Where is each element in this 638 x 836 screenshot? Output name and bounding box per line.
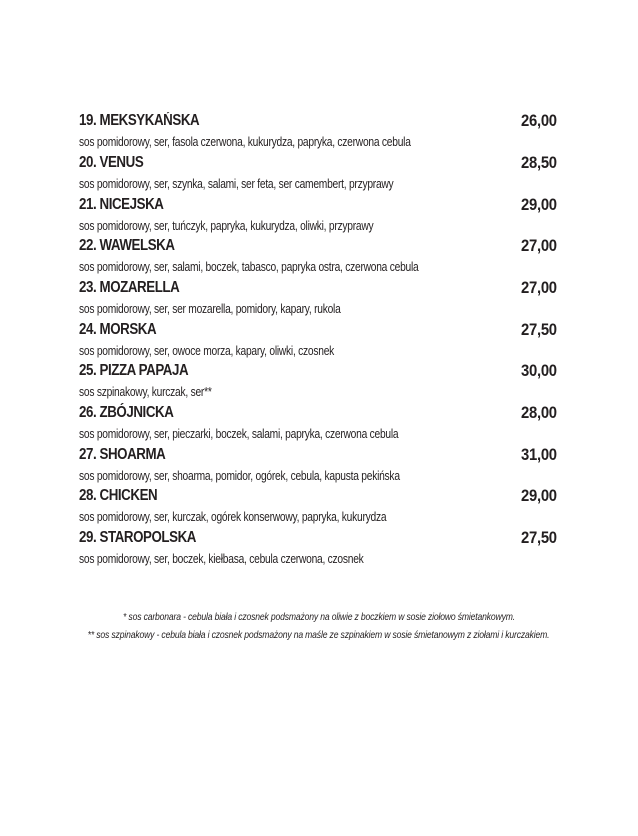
footnotes	[0, 608, 638, 644]
menu-item-name: 26. ZBÓJNICKA	[79, 404, 174, 421]
menu-item-price: 31,00	[521, 446, 557, 464]
footnote-carbonara-text: * sos carbonara - cebula biała i czosnek podsmażony na oliwie z boczkiem w sosie ziołowo śmietankowym.	[123, 611, 515, 623]
menu-item-description: sos pomidorowy, ser, fasola czerwona, kukurydza, papryka, czerwona cebula	[79, 135, 411, 149]
menu-item-description: sos pomidorowy, ser, tuńczyk, papryka, kukurydza, oliwki, przyprawy	[79, 219, 374, 233]
menu-item-price: 29,00	[521, 487, 557, 505]
menu-item-price: 27,50	[521, 321, 557, 339]
menu-item-description: sos szpinakowy, kurczak, ser**	[79, 385, 212, 399]
menu-item-price: 28,00	[521, 404, 557, 422]
menu-item-name: 21. NICEJSKA	[79, 196, 164, 213]
menu-item-price: 30,00	[521, 362, 557, 380]
menu-item-name: 19. MEKSYKAŃSKA	[79, 112, 200, 129]
footnote-szpinakowy-text: ** sos szpinakowy - cebula biała i czosnek podsmażony na maśle ze szpinakiem w sosie śmietanowym z ziołami i kurczakiem.	[88, 629, 550, 641]
menu-item-name: 24. MORSKA	[79, 321, 157, 338]
menu-item-price: 26,00	[521, 112, 557, 130]
menu-item-description: sos pomidorowy, ser, shoarma, pomidor, ogórek, cebula, kapusta pekińska	[79, 469, 400, 483]
menu-item-description: sos pomidorowy, ser, kurczak, ogórek konserwowy, papryka, kukurydza	[79, 510, 387, 524]
menu-item-name: 20. VENUS	[79, 154, 144, 171]
menu-item-price: 27,00	[521, 237, 557, 255]
menu-item-description: sos pomidorowy, ser, ser mozarella, pomidory, kapary, rukola	[79, 302, 341, 316]
footnote-carbonara	[0, 608, 638, 626]
menu-item-description: sos pomidorowy, ser, owoce morza, kapary, oliwki, czosnek	[79, 344, 335, 358]
menu-item-price: 27,00	[521, 279, 557, 297]
menu-item-description: sos pomidorowy, ser, szynka, salami, ser feta, ser camembert, przyprawy	[79, 177, 394, 191]
menu-item-description: sos pomidorowy, ser, pieczarki, boczek, salami, papryka, czerwona cebula	[79, 427, 399, 441]
footnote-szpinakowy	[0, 626, 638, 644]
menu-item-name: 29. STAROPOLSKA	[79, 529, 197, 546]
menu-item-price: 29,00	[521, 196, 557, 214]
menu-item-name: 25. PIZZA PAPAJA	[79, 362, 189, 379]
menu-item-description: sos pomidorowy, ser, salami, boczek, tabasco, papryka ostra, czerwona cebula	[79, 260, 419, 274]
menu-item-description: sos pomidorowy, ser, boczek, kiełbasa, cebula czerwona, czosnek	[79, 552, 364, 566]
menu-item-name: 22. WAWELSKA	[79, 237, 175, 254]
menu-item-price: 27,50	[521, 529, 557, 547]
menu-item-name: 23. MOZARELLA	[79, 279, 180, 296]
menu-item-price: 28,50	[521, 154, 557, 172]
menu-item-name: 27. SHOARMA	[79, 446, 166, 463]
menu-item-name: 28. CHICKEN	[79, 487, 158, 504]
